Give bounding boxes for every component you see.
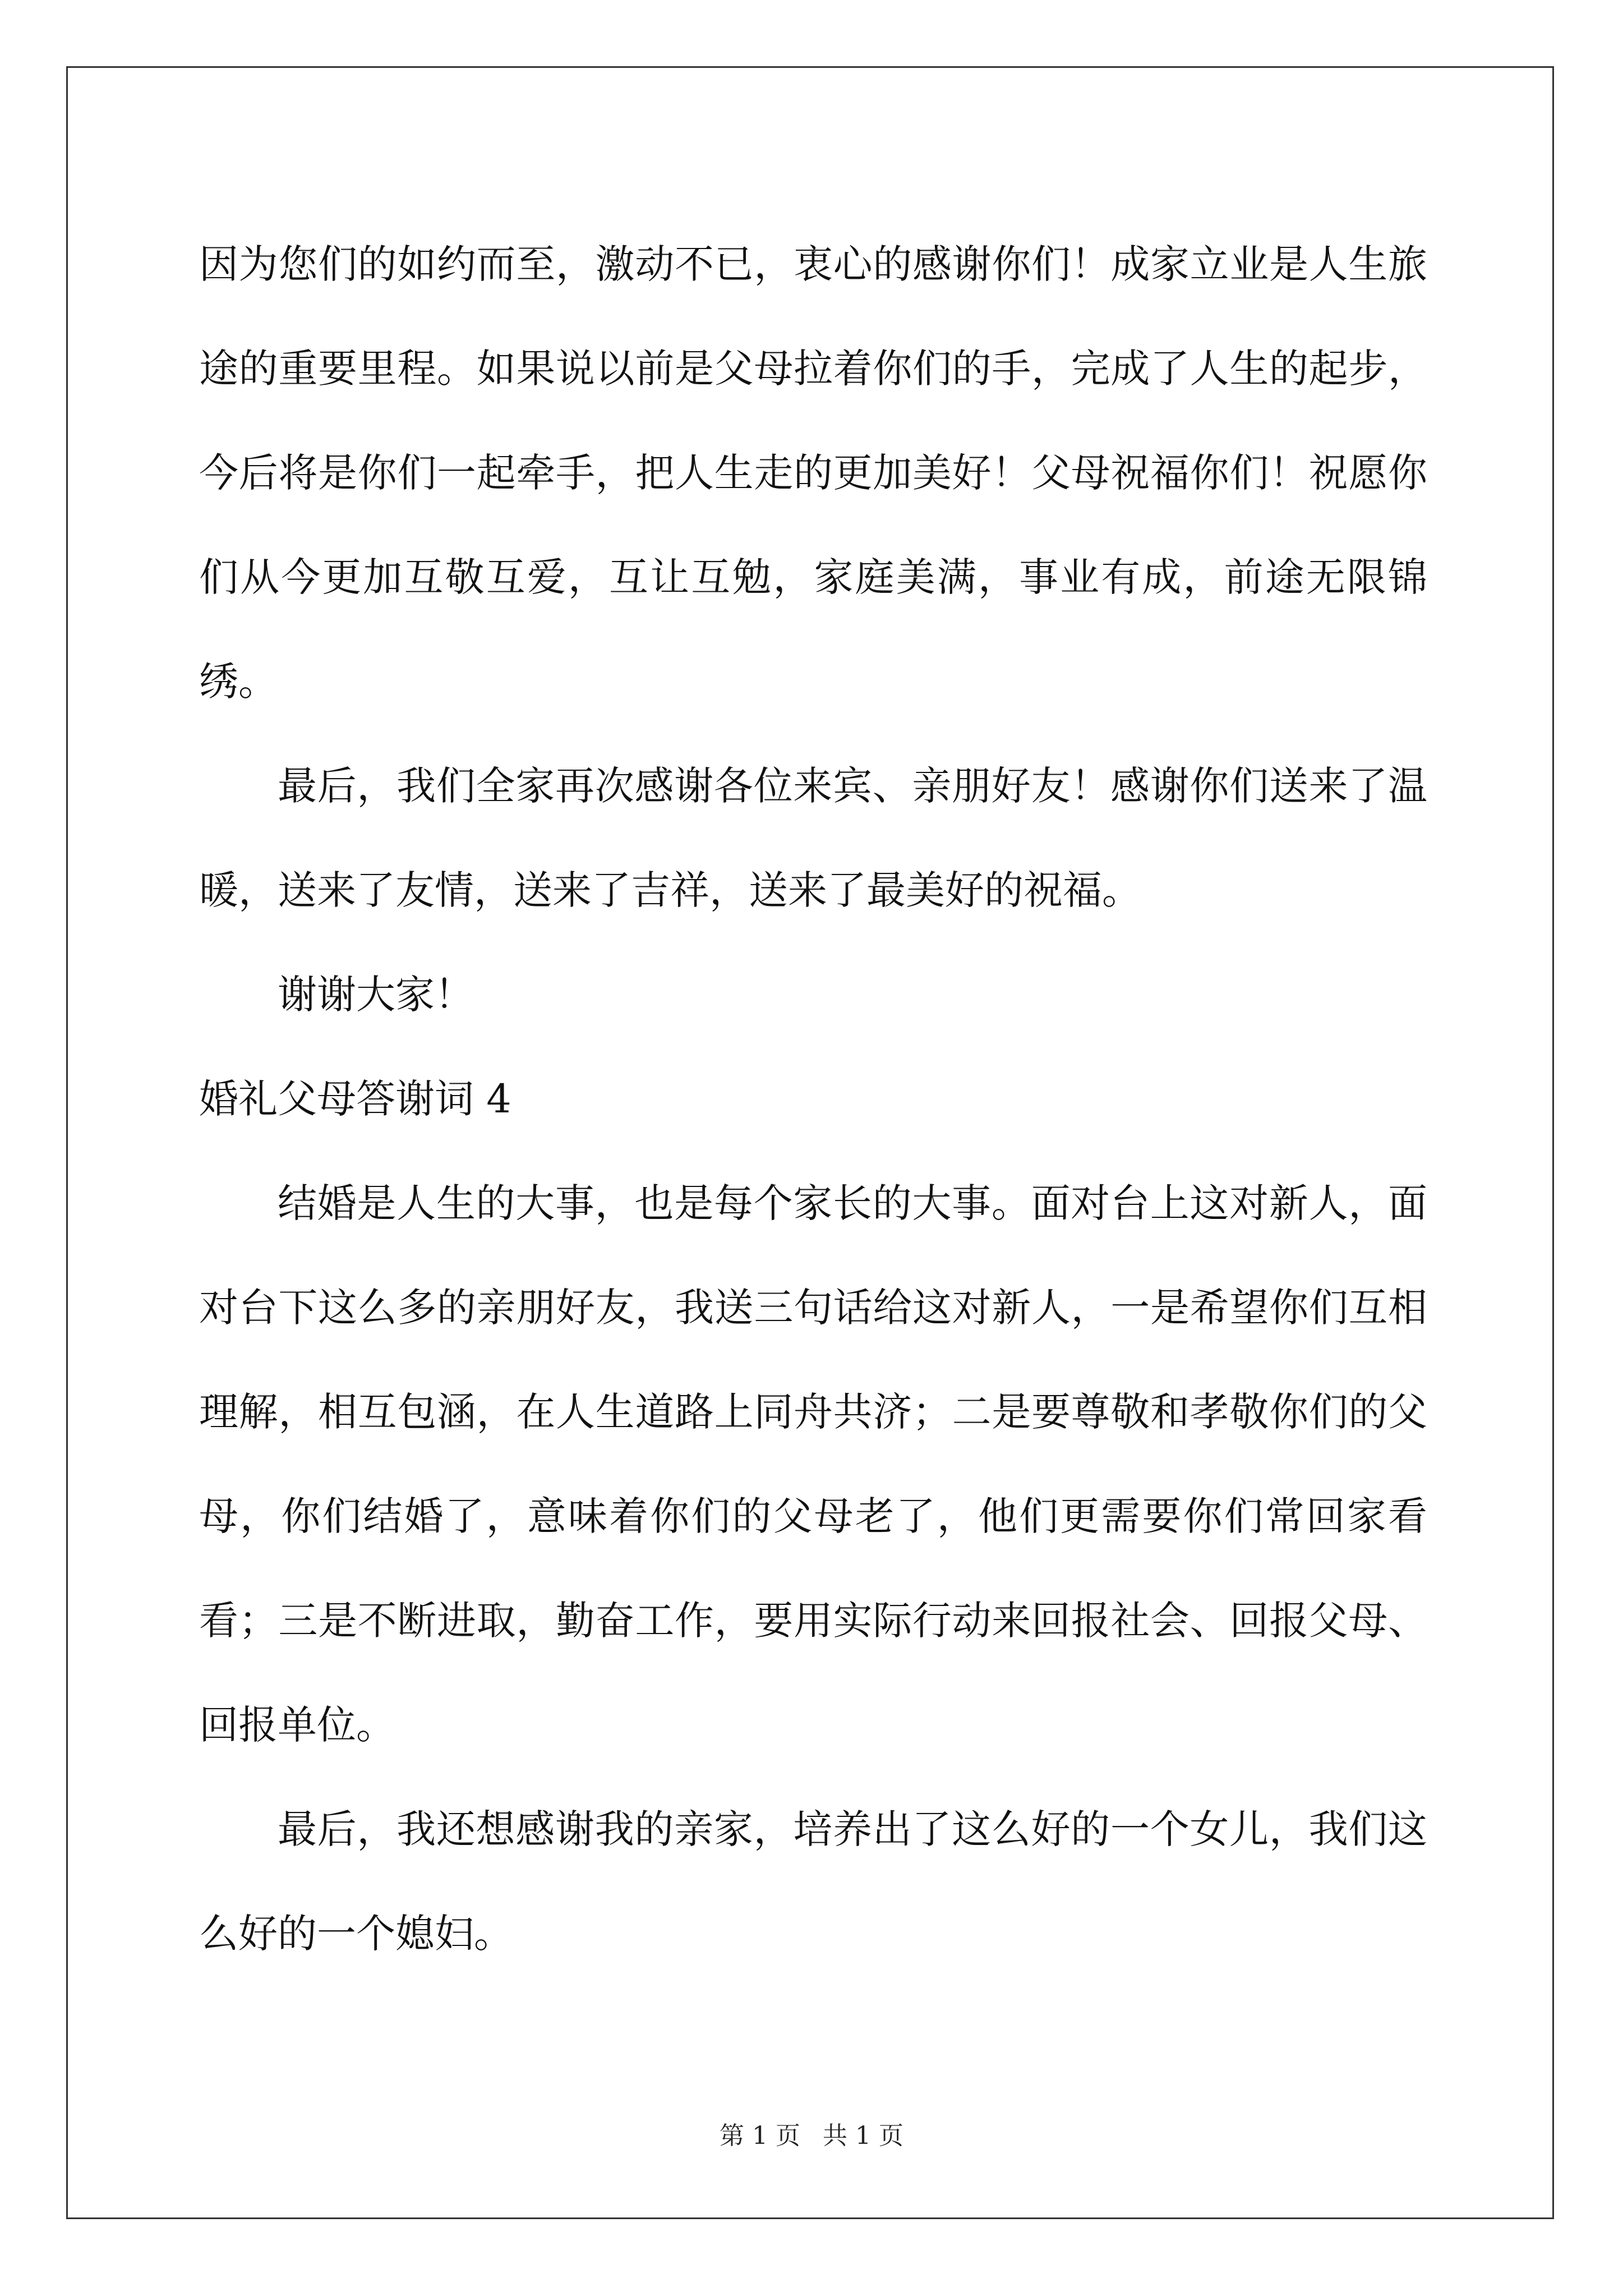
- document-body: [199, 212, 1427, 1986]
- paragraph-closing: 谢谢大家！: [278, 972, 474, 1018]
- page-number: 第 1 页: [720, 2122, 800, 2150]
- paragraph-continued: 因为您们的如约而至，激动不已，衷心的感谢你们！成家立业是人生旅途的重要里程。如果说以前是父母拉着你们的手，完成了人生的起步，今后将是你们一起牵手，把人生走的更加美好！父母祝福你们！祝愿你们从今更加互敬互爱，互让互勉，家庭美满，事业有成，前途无限锦绣。: [199, 241, 1427, 705]
- page-total: 共 1 页: [823, 2122, 903, 2150]
- paragraph-marriage: 结婚是人生的大事，也是每个家长的大事。面对台上这对新人，面对台下这么多的亲朋好友，我送三句话给这对新人，一是希望你们互相理解，相互包涵，在人生道路上同舟共济；二是要尊敬和孝敬你们的父母，你们结婚了，意味着你们的父母老了，他们更需要你们常回家看看；三是不断进取，勤奋工作，要用实际行动来回报社会、回报父母、回报单位。: [199, 1180, 1427, 1748]
- paragraph-thanks: 最后，我们全家再次感谢各位来宾、亲朋好友！感谢你们送来了温暖，送来了友情，送来了吉祥，送来了最美好的祝福。: [199, 763, 1427, 913]
- paragraph-final-thanks: 最后，我还想感谢我的亲家，培养出了这么好的一个女儿，我们这么好的一个媳妇。: [199, 1806, 1427, 1957]
- section-heading: 婚礼父母答谢词 4: [199, 1076, 511, 1122]
- page-footer: [0, 2119, 1623, 2153]
